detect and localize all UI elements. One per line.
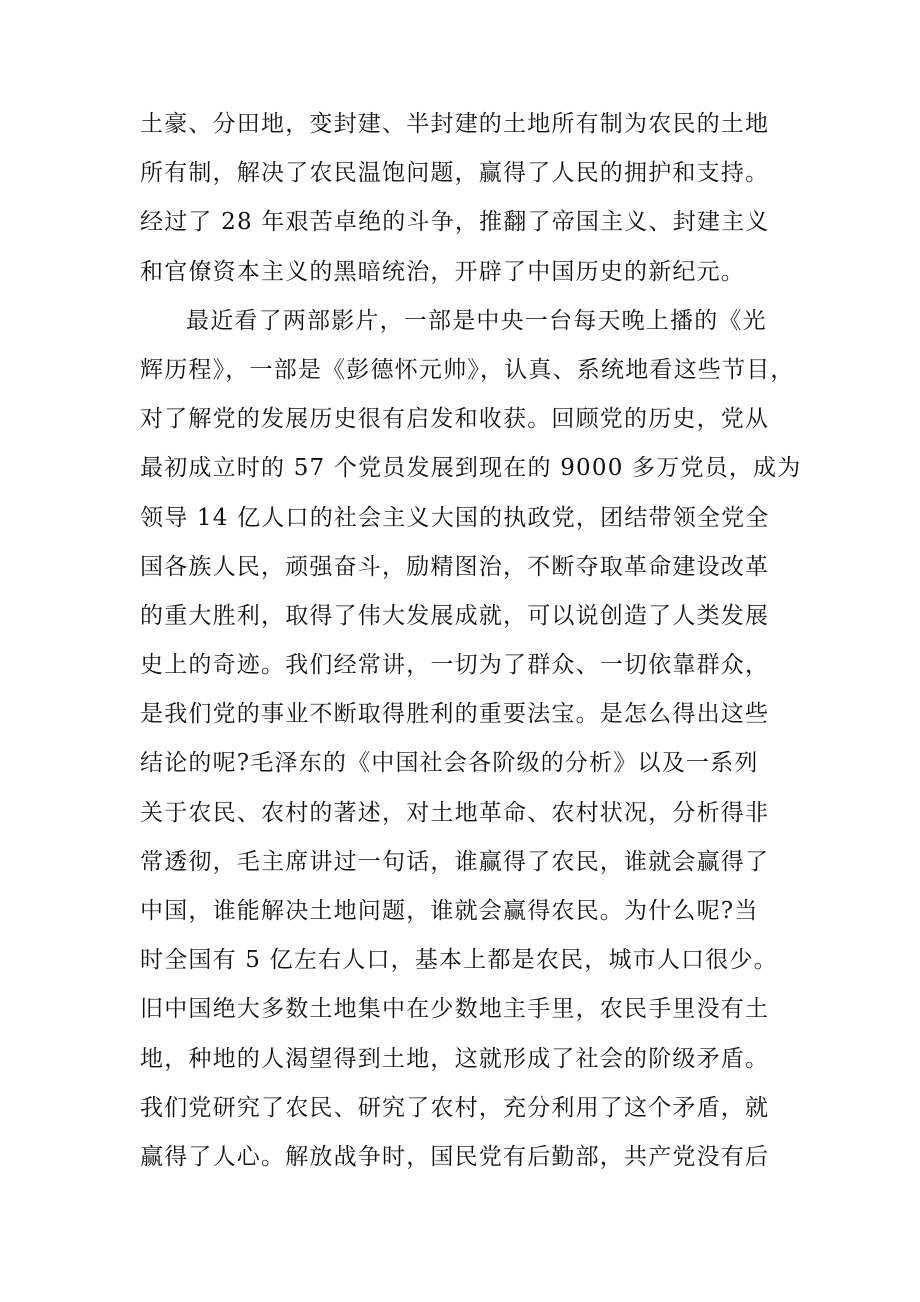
- text-line: 史上的奇迹。我们经常讲，一切为了群众、一切依靠群众，: [140, 652, 770, 679]
- text-line: 和官僚资本主义的黑暗统治，开辟了中国历史的新纪元。: [140, 258, 745, 285]
- text-line: 旧中国绝大多数土地集中在少数地主手里，农民手里没有土: [140, 996, 770, 1023]
- text-line: 对了解党的发展历史很有启发和收获。回顾党的历史，党从: [140, 406, 770, 433]
- text-line: 关于农民、农村的著述，对土地革命、农村状况，分析得非: [140, 799, 770, 826]
- text-line: 土豪、分田地，变封建、半封建的土地所有制为农民的土地: [140, 111, 770, 137]
- text-line: 国各族人民，顽强奋斗，励精图治，不断夺取革命建设改革: [140, 553, 770, 580]
- text-line: 的重大胜利，取得了伟大发展成就，可以说创造了人类发展: [140, 602, 770, 629]
- text-line: 时全国有 5 亿左右人口，基本上都是农民，城市人口很少。: [140, 947, 778, 974]
- text-line: 领导 14 亿人口的社会主义大国的执政党，团结带领全党全: [140, 504, 770, 531]
- text-line: 赢得了人心。解放战争时，国民党有后勤部，共产党没有后: [140, 1143, 770, 1170]
- text-line: 辉历程》，一部是《彭德怀元帅》，认真、系统地看这些节目，: [140, 356, 795, 383]
- text-line: 我们党研究了农民、研究了农村，充分利用了这个矛盾，就: [140, 1094, 770, 1121]
- text-line: 经过了 28 年艰苦卓绝的斗争，推翻了帝国主义、封建主义: [140, 209, 770, 236]
- document-page: [140, 100, 802, 1182]
- text-line: 结论的呢?毛泽东的《中国社会各阶级的分析》以及一系列: [140, 750, 759, 777]
- text-line: 最初成立时的 57 个党员发展到现在的 9000 多万党员，成为: [140, 455, 802, 482]
- text-line: 所有制，解决了农民温饱问题，赢得了人民的拥护和支持。: [140, 160, 770, 187]
- text-line: 是我们党的事业不断取得胜利的重要法宝。是怎么得出这些: [140, 701, 770, 728]
- text-line: 地，种地的人渴望得到土地，这就形成了社会的阶级矛盾。: [140, 1045, 770, 1072]
- text-line: 中国，谁能解决土地问题，谁就会赢得农民。为什么呢?当: [140, 898, 759, 924]
- text-line: 常透彻，毛主席讲过一句话，谁赢得了农民，谁就会赢得了: [140, 848, 770, 875]
- paragraph-first-line: 最近看了两部影片，一部是中央一台每天晚上播的《光: [186, 307, 767, 334]
